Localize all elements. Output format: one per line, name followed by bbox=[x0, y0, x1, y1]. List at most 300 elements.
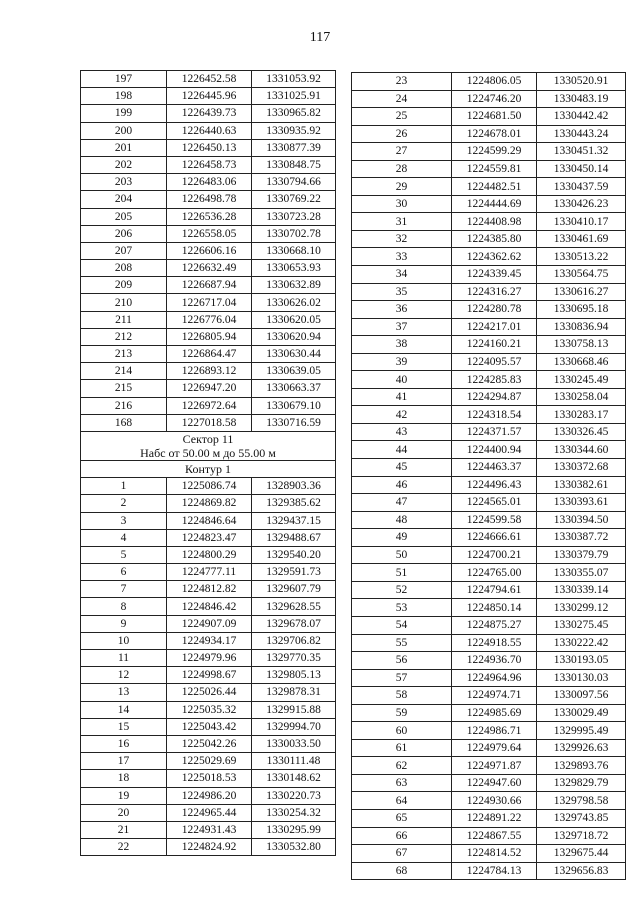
coord-y: 1328903.36 bbox=[252, 478, 336, 495]
point-number: 29 bbox=[352, 178, 452, 196]
table-row bbox=[81, 684, 336, 701]
table-row bbox=[352, 125, 626, 143]
coordinates-table-left bbox=[80, 70, 336, 856]
coord-y: 1330513.22 bbox=[537, 248, 626, 266]
table-row bbox=[352, 230, 626, 248]
coord-x: 1224784.13 bbox=[452, 862, 537, 880]
coord-y: 1330275.45 bbox=[537, 616, 626, 634]
coord-x: 1224947.60 bbox=[452, 774, 537, 792]
point-number: 7 bbox=[81, 581, 167, 598]
table-row bbox=[81, 804, 336, 821]
left-rows-after-sector bbox=[81, 478, 336, 856]
coord-x: 1224444.69 bbox=[452, 195, 537, 213]
coord-x: 1224339.45 bbox=[452, 266, 537, 284]
point-number: 216 bbox=[81, 397, 167, 414]
point-number: 204 bbox=[81, 191, 167, 208]
table-row bbox=[81, 277, 336, 294]
point-number: 25 bbox=[352, 108, 452, 126]
table-row bbox=[352, 459, 626, 477]
table-row bbox=[352, 283, 626, 301]
coord-x: 1224362.62 bbox=[452, 248, 537, 266]
coord-y: 1330426.23 bbox=[537, 195, 626, 213]
table-row bbox=[81, 174, 336, 191]
table-row bbox=[352, 388, 626, 406]
point-number: 197 bbox=[81, 71, 167, 88]
coord-x: 1224400.94 bbox=[452, 441, 537, 459]
coord-y: 1330668.46 bbox=[537, 353, 626, 371]
table-row bbox=[81, 328, 336, 345]
table-row bbox=[81, 478, 336, 495]
table-row bbox=[81, 139, 336, 156]
point-number: 18 bbox=[81, 770, 167, 787]
coord-y: 1330299.12 bbox=[537, 599, 626, 617]
coord-y: 1330245.49 bbox=[537, 371, 626, 389]
coord-x: 1226972.64 bbox=[167, 397, 252, 414]
point-number: 4 bbox=[81, 529, 167, 546]
point-number: 198 bbox=[81, 88, 167, 105]
coord-x: 1224907.09 bbox=[167, 615, 252, 632]
coord-x: 1224814.52 bbox=[452, 845, 537, 863]
coord-y: 1330193.05 bbox=[537, 652, 626, 670]
point-number: 44 bbox=[352, 441, 452, 459]
coord-x: 1224746.20 bbox=[452, 90, 537, 108]
point-number: 62 bbox=[352, 757, 452, 775]
coord-y: 1329675.44 bbox=[537, 845, 626, 863]
coord-x: 1224700.21 bbox=[452, 546, 537, 564]
coord-x: 1225026.44 bbox=[167, 684, 252, 701]
table-row bbox=[352, 90, 626, 108]
coord-x: 1224918.55 bbox=[452, 634, 537, 652]
point-number: 24 bbox=[352, 90, 452, 108]
coord-y: 1330382.61 bbox=[537, 476, 626, 494]
right-rows bbox=[352, 73, 626, 880]
point-number: 52 bbox=[352, 581, 452, 599]
coord-y: 1329994.70 bbox=[252, 718, 336, 735]
coord-x: 1224599.29 bbox=[452, 143, 537, 161]
coord-y: 1330130.03 bbox=[537, 669, 626, 687]
table-row bbox=[352, 616, 626, 634]
table-row bbox=[81, 701, 336, 718]
coord-x: 1225042.26 bbox=[167, 735, 252, 752]
coord-y: 1329805.13 bbox=[252, 667, 336, 684]
point-number: 58 bbox=[352, 687, 452, 705]
coord-x: 1224765.00 bbox=[452, 564, 537, 582]
table-row bbox=[81, 787, 336, 804]
coord-y: 1330283.17 bbox=[537, 406, 626, 424]
coord-x: 1226947.20 bbox=[167, 380, 252, 397]
point-number: 33 bbox=[352, 248, 452, 266]
point-number: 211 bbox=[81, 311, 167, 328]
coord-y: 1330443.24 bbox=[537, 125, 626, 143]
point-number: 31 bbox=[352, 213, 452, 231]
coord-x: 1224806.05 bbox=[452, 73, 537, 91]
point-number: 212 bbox=[81, 328, 167, 345]
coord-x: 1226776.04 bbox=[167, 311, 252, 328]
coord-x: 1224794.61 bbox=[452, 581, 537, 599]
point-number: 64 bbox=[352, 792, 452, 810]
point-number: 202 bbox=[81, 156, 167, 173]
contour-title: Контур 1 bbox=[81, 460, 336, 477]
table-row bbox=[352, 318, 626, 336]
coord-x: 1225035.32 bbox=[167, 701, 252, 718]
point-number: 56 bbox=[352, 652, 452, 670]
coord-y: 1330148.62 bbox=[252, 770, 336, 787]
table-row bbox=[81, 156, 336, 173]
table-row bbox=[81, 260, 336, 277]
table-row bbox=[352, 581, 626, 599]
coord-y: 1329915.88 bbox=[252, 701, 336, 718]
coord-y: 1330220.73 bbox=[252, 787, 336, 804]
coord-x: 1224095.57 bbox=[452, 353, 537, 371]
point-number: 215 bbox=[81, 380, 167, 397]
coord-x: 1226445.96 bbox=[167, 88, 252, 105]
point-number: 40 bbox=[352, 371, 452, 389]
coord-x: 1227018.58 bbox=[167, 414, 252, 431]
coord-x: 1224318.54 bbox=[452, 406, 537, 424]
table-row bbox=[81, 414, 336, 431]
point-number: 205 bbox=[81, 208, 167, 225]
coord-x: 1224565.01 bbox=[452, 494, 537, 512]
table-row bbox=[352, 301, 626, 319]
coord-x: 1225029.69 bbox=[167, 753, 252, 770]
point-number: 20 bbox=[81, 804, 167, 821]
coord-y: 1330258.04 bbox=[537, 388, 626, 406]
table-row bbox=[81, 753, 336, 770]
point-number: 59 bbox=[352, 704, 452, 722]
point-number: 60 bbox=[352, 722, 452, 740]
coord-y: 1330630.44 bbox=[252, 346, 336, 363]
table-row bbox=[81, 564, 336, 581]
coord-y: 1330564.75 bbox=[537, 266, 626, 284]
table-row bbox=[81, 346, 336, 363]
point-number: 11 bbox=[81, 650, 167, 667]
coord-y: 1330344.60 bbox=[537, 441, 626, 459]
coord-x: 1224482.51 bbox=[452, 178, 537, 196]
point-number: 43 bbox=[352, 423, 452, 441]
table-row bbox=[81, 546, 336, 563]
coord-x: 1224986.20 bbox=[167, 787, 252, 804]
coord-x: 1226439.73 bbox=[167, 105, 252, 122]
table-row bbox=[81, 512, 336, 529]
table-row bbox=[352, 704, 626, 722]
page-number: 117 bbox=[309, 30, 331, 45]
coord-y: 1329678.07 bbox=[252, 615, 336, 632]
coord-x: 1225018.53 bbox=[167, 770, 252, 787]
table-row bbox=[352, 652, 626, 670]
coord-x: 1224930.66 bbox=[452, 792, 537, 810]
coord-x: 1224979.96 bbox=[167, 650, 252, 667]
point-number: 63 bbox=[352, 774, 452, 792]
point-number: 9 bbox=[81, 615, 167, 632]
point-number: 206 bbox=[81, 225, 167, 242]
point-number: 55 bbox=[352, 634, 452, 652]
table-row bbox=[81, 311, 336, 328]
coord-y: 1330632.89 bbox=[252, 277, 336, 294]
coord-y: 1330437.59 bbox=[537, 178, 626, 196]
table-row bbox=[352, 862, 626, 880]
coord-y: 1330794.66 bbox=[252, 174, 336, 191]
coord-y: 1329607.79 bbox=[252, 581, 336, 598]
coord-y: 1330620.94 bbox=[252, 328, 336, 345]
point-number: 22 bbox=[81, 839, 167, 856]
coord-y: 1330723.28 bbox=[252, 208, 336, 225]
point-number: 2 bbox=[81, 495, 167, 512]
coord-y: 1330695.18 bbox=[537, 301, 626, 319]
point-number: 36 bbox=[352, 301, 452, 319]
table-row bbox=[352, 809, 626, 827]
table-row bbox=[81, 242, 336, 259]
coord-y: 1329488.67 bbox=[252, 529, 336, 546]
table-row bbox=[352, 494, 626, 512]
coord-x: 1224463.37 bbox=[452, 459, 537, 477]
point-number: 208 bbox=[81, 260, 167, 277]
table-row bbox=[81, 529, 336, 546]
point-number: 47 bbox=[352, 494, 452, 512]
coord-y: 1329385.62 bbox=[252, 495, 336, 512]
coord-y: 1330702.78 bbox=[252, 225, 336, 242]
coord-x: 1224666.61 bbox=[452, 529, 537, 547]
coord-x: 1224846.42 bbox=[167, 598, 252, 615]
coord-y: 1330836.94 bbox=[537, 318, 626, 336]
coord-x: 1224998.67 bbox=[167, 667, 252, 684]
coord-x: 1224800.29 bbox=[167, 546, 252, 563]
table-row bbox=[81, 380, 336, 397]
point-number: 49 bbox=[352, 529, 452, 547]
point-number: 41 bbox=[352, 388, 452, 406]
table-row bbox=[81, 397, 336, 414]
coord-x: 1226687.94 bbox=[167, 277, 252, 294]
coord-x: 1224371.57 bbox=[452, 423, 537, 441]
coord-x: 1226893.12 bbox=[167, 363, 252, 380]
point-number: 10 bbox=[81, 632, 167, 649]
coord-x: 1224824.92 bbox=[167, 839, 252, 856]
coord-x: 1224964.96 bbox=[452, 669, 537, 687]
point-number: 45 bbox=[352, 459, 452, 477]
point-number: 34 bbox=[352, 266, 452, 284]
table-row bbox=[352, 248, 626, 266]
coord-y: 1330769.22 bbox=[252, 191, 336, 208]
point-number: 214 bbox=[81, 363, 167, 380]
coord-x: 1224974.71 bbox=[452, 687, 537, 705]
table-row bbox=[81, 667, 336, 684]
table-row bbox=[352, 73, 626, 91]
table-row bbox=[81, 770, 336, 787]
coord-x: 1224678.01 bbox=[452, 125, 537, 143]
coord-y: 1329770.35 bbox=[252, 650, 336, 667]
point-number: 46 bbox=[352, 476, 452, 494]
point-number: 50 bbox=[352, 546, 452, 564]
coord-y: 1330668.10 bbox=[252, 242, 336, 259]
coord-x: 1224965.44 bbox=[167, 804, 252, 821]
coord-y: 1329995.49 bbox=[537, 722, 626, 740]
coord-y: 1330451.32 bbox=[537, 143, 626, 161]
point-number: 26 bbox=[352, 125, 452, 143]
coord-x: 1224294.87 bbox=[452, 388, 537, 406]
coord-x: 1224850.14 bbox=[452, 599, 537, 617]
coordinates-table-right bbox=[351, 72, 626, 880]
point-number: 38 bbox=[352, 336, 452, 354]
coord-y: 1330372.68 bbox=[537, 459, 626, 477]
table-row bbox=[352, 511, 626, 529]
point-number: 54 bbox=[352, 616, 452, 634]
point-number: 67 bbox=[352, 845, 452, 863]
coord-x: 1224936.70 bbox=[452, 652, 537, 670]
point-number: 23 bbox=[352, 73, 452, 91]
coord-y: 1329798.58 bbox=[537, 792, 626, 810]
table-row bbox=[352, 441, 626, 459]
point-number: 57 bbox=[352, 669, 452, 687]
point-number: 48 bbox=[352, 511, 452, 529]
coord-y: 1331053.92 bbox=[252, 71, 336, 88]
table-row bbox=[352, 529, 626, 547]
table-row bbox=[81, 495, 336, 512]
coord-y: 1329829.79 bbox=[537, 774, 626, 792]
point-number: 35 bbox=[352, 283, 452, 301]
table-row bbox=[81, 839, 336, 856]
coord-y: 1330387.72 bbox=[537, 529, 626, 547]
coord-y: 1330935.92 bbox=[252, 122, 336, 139]
table-row bbox=[81, 598, 336, 615]
coord-y: 1330394.50 bbox=[537, 511, 626, 529]
sector-header bbox=[81, 431, 336, 477]
coord-x: 1224934.17 bbox=[167, 632, 252, 649]
table-row bbox=[352, 546, 626, 564]
table-row bbox=[352, 476, 626, 494]
point-number: 21 bbox=[81, 821, 167, 838]
table-row bbox=[352, 423, 626, 441]
coord-y: 1330410.17 bbox=[537, 213, 626, 231]
coord-y: 1329437.15 bbox=[252, 512, 336, 529]
table-row bbox=[352, 353, 626, 371]
coord-y: 1329926.63 bbox=[537, 739, 626, 757]
coord-x: 1226498.78 bbox=[167, 191, 252, 208]
point-number: 65 bbox=[352, 809, 452, 827]
table-row bbox=[352, 143, 626, 161]
table-row bbox=[81, 191, 336, 208]
coord-y: 1330326.45 bbox=[537, 423, 626, 441]
table-row bbox=[81, 88, 336, 105]
point-number: 53 bbox=[352, 599, 452, 617]
point-number: 19 bbox=[81, 787, 167, 804]
point-number: 201 bbox=[81, 139, 167, 156]
point-number: 68 bbox=[352, 862, 452, 880]
table-row bbox=[352, 336, 626, 354]
coord-x: 1224160.21 bbox=[452, 336, 537, 354]
coord-x: 1224408.98 bbox=[452, 213, 537, 231]
coord-y: 1330483.19 bbox=[537, 90, 626, 108]
coord-x: 1226864.47 bbox=[167, 346, 252, 363]
coord-y: 1330758.13 bbox=[537, 336, 626, 354]
table-row bbox=[352, 195, 626, 213]
table-row bbox=[81, 718, 336, 735]
coord-x: 1224891.22 bbox=[452, 809, 537, 827]
point-number: 200 bbox=[81, 122, 167, 139]
coord-y: 1330620.05 bbox=[252, 311, 336, 328]
point-number: 199 bbox=[81, 105, 167, 122]
coord-y: 1330450.14 bbox=[537, 160, 626, 178]
coord-y: 1330111.48 bbox=[252, 753, 336, 770]
table-row bbox=[81, 363, 336, 380]
table-row bbox=[352, 792, 626, 810]
coord-y: 1330339.14 bbox=[537, 581, 626, 599]
coord-x: 1226632.49 bbox=[167, 260, 252, 277]
sector-title-row bbox=[81, 431, 336, 460]
point-number: 13 bbox=[81, 684, 167, 701]
table-row bbox=[352, 634, 626, 652]
table-row bbox=[352, 687, 626, 705]
point-number: 6 bbox=[81, 564, 167, 581]
coord-x: 1224869.82 bbox=[167, 495, 252, 512]
coord-y: 1329706.82 bbox=[252, 632, 336, 649]
table-row bbox=[81, 225, 336, 242]
coord-x: 1224931.43 bbox=[167, 821, 252, 838]
point-number: 209 bbox=[81, 277, 167, 294]
coord-y: 1329540.20 bbox=[252, 546, 336, 563]
coord-x: 1224875.27 bbox=[452, 616, 537, 634]
coord-x: 1224559.81 bbox=[452, 160, 537, 178]
table-row bbox=[352, 845, 626, 863]
point-number: 14 bbox=[81, 701, 167, 718]
coord-x: 1226717.04 bbox=[167, 294, 252, 311]
table-row bbox=[352, 266, 626, 284]
table-row bbox=[352, 371, 626, 389]
coord-x: 1224599.58 bbox=[452, 511, 537, 529]
coord-x: 1224812.82 bbox=[167, 581, 252, 598]
coord-y: 1330379.79 bbox=[537, 546, 626, 564]
table-row bbox=[352, 108, 626, 126]
table-row bbox=[81, 650, 336, 667]
table-row bbox=[352, 599, 626, 617]
coord-y: 1330461.69 bbox=[537, 230, 626, 248]
coord-y: 1329893.76 bbox=[537, 757, 626, 775]
table-row bbox=[352, 757, 626, 775]
coord-y: 1330663.37 bbox=[252, 380, 336, 397]
coord-y: 1329743.85 bbox=[537, 809, 626, 827]
coord-x: 1224979.64 bbox=[452, 739, 537, 757]
coord-x: 1225086.74 bbox=[167, 478, 252, 495]
table-row bbox=[81, 105, 336, 122]
coord-y: 1330848.75 bbox=[252, 156, 336, 173]
table-row bbox=[81, 294, 336, 311]
point-number: 16 bbox=[81, 735, 167, 752]
table-row bbox=[352, 564, 626, 582]
table-row bbox=[352, 406, 626, 424]
coord-x: 1224496.43 bbox=[452, 476, 537, 494]
point-number: 3 bbox=[81, 512, 167, 529]
coord-x: 1225043.42 bbox=[167, 718, 252, 735]
table-row bbox=[81, 615, 336, 632]
point-number: 51 bbox=[352, 564, 452, 582]
coord-y: 1330639.05 bbox=[252, 363, 336, 380]
coord-y: 1329878.31 bbox=[252, 684, 336, 701]
coord-x: 1226558.05 bbox=[167, 225, 252, 242]
coord-x: 1226450.13 bbox=[167, 139, 252, 156]
point-number: 28 bbox=[352, 160, 452, 178]
coord-y: 1330626.02 bbox=[252, 294, 336, 311]
coord-x: 1226440.63 bbox=[167, 122, 252, 139]
coord-x: 1226606.16 bbox=[167, 242, 252, 259]
coord-y: 1330355.07 bbox=[537, 564, 626, 582]
table-row bbox=[81, 735, 336, 752]
contour-title-row bbox=[81, 460, 336, 477]
coord-y: 1330029.49 bbox=[537, 704, 626, 722]
coord-y: 1330716.59 bbox=[252, 414, 336, 431]
coord-y: 1331025.91 bbox=[252, 88, 336, 105]
coord-x: 1224777.11 bbox=[167, 564, 252, 581]
coord-x: 1224823.47 bbox=[167, 529, 252, 546]
coord-y: 1330616.27 bbox=[537, 283, 626, 301]
coord-x: 1226805.94 bbox=[167, 328, 252, 345]
